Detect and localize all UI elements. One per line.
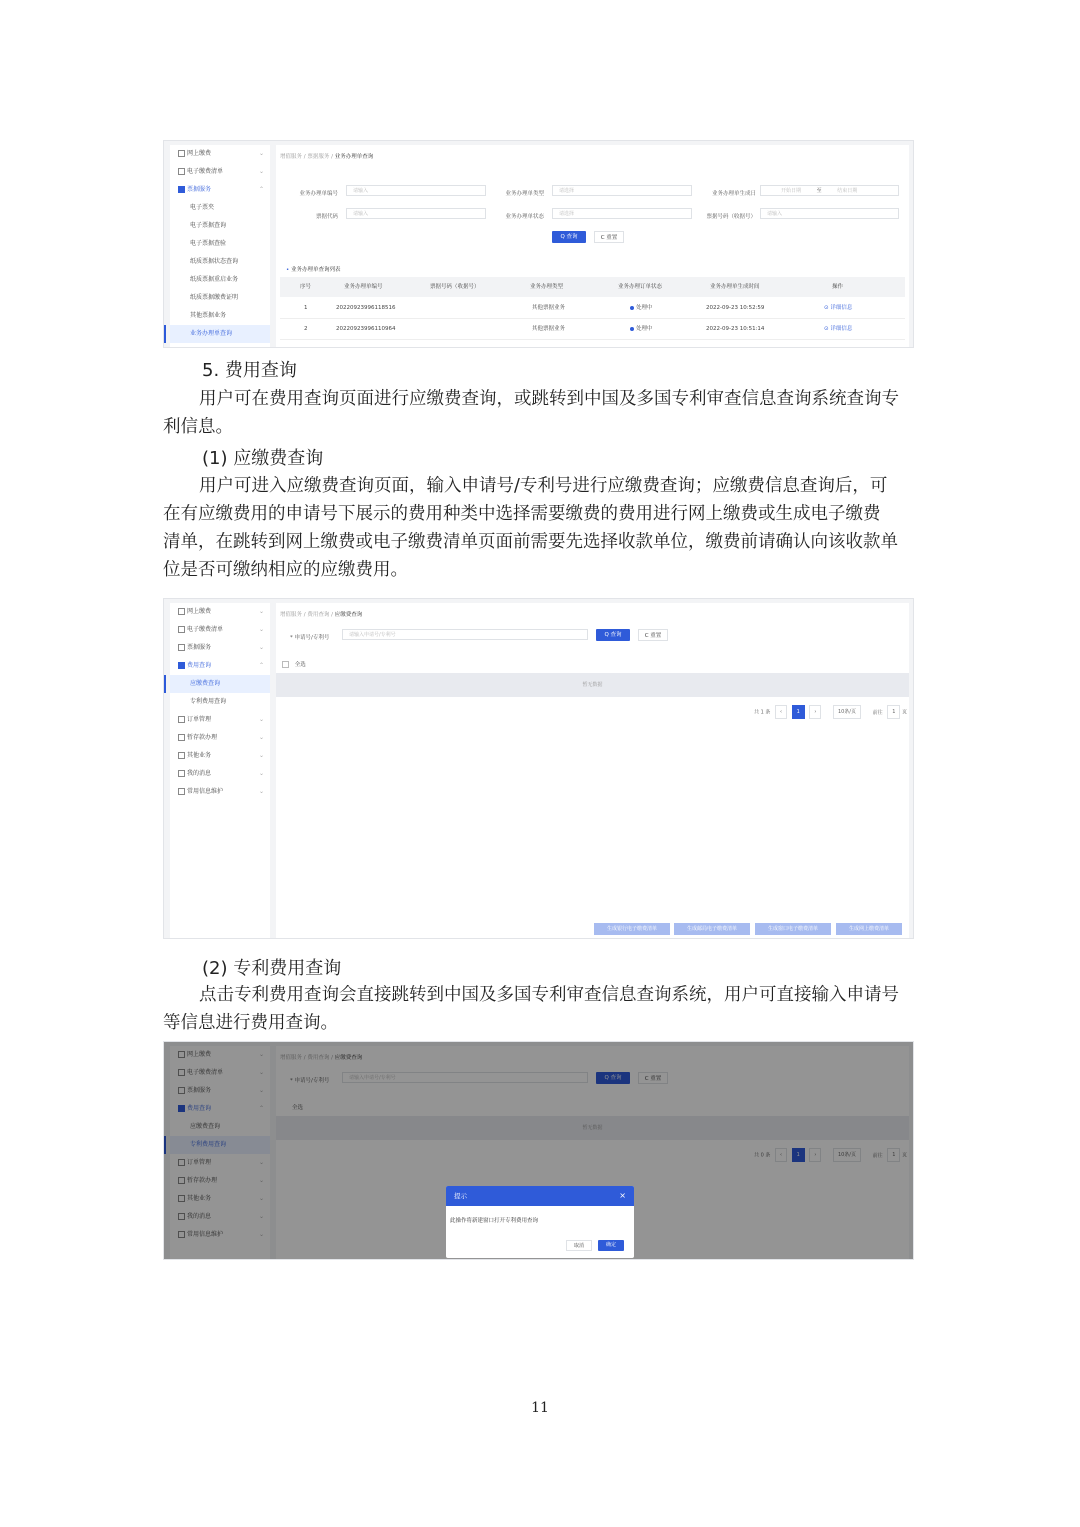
search-button[interactable]: Q 查询 xyxy=(596,1072,630,1084)
table-row xyxy=(280,319,905,340)
col-header: 业务办理类型 xyxy=(530,284,564,290)
bill-no-label: 票据号码（收据号） xyxy=(706,214,756,220)
menu-icon xyxy=(178,770,185,777)
breadcrumb-current: 应缴费查询 xyxy=(334,1055,363,1061)
cell-status: 处理中 xyxy=(630,319,653,339)
dialog-message: 此操作将新建窗口打开专利费用查询 xyxy=(450,1218,539,1224)
chevron-icon: ⌄ xyxy=(258,734,264,741)
paragraph-line: 清单，在跳转到网上缴费或电子缴费清单页面前需要先选择收款单位，缴费前请确认向该收款单 xyxy=(163,532,898,552)
sidebar-item-label: 我的消息 xyxy=(187,770,212,777)
bill-code-label: 票据代码 xyxy=(315,214,338,220)
chevron-icon: ⌄ xyxy=(258,1195,264,1202)
menu-icon xyxy=(178,662,185,669)
sidebar-item-label: 票据服务 xyxy=(187,1087,212,1094)
chevron-icon: ⌄ xyxy=(258,1087,264,1094)
chevron-icon: ⌄ xyxy=(258,1069,264,1076)
cell-order-no: 20220923996118516 xyxy=(336,305,396,311)
sidebar-item[interactable] xyxy=(170,765,270,783)
sidebar-item-label: 常用信息维护 xyxy=(187,1231,224,1238)
menu-icon xyxy=(178,716,185,723)
empty-table: 暂无数据 xyxy=(276,1116,909,1140)
sidebar-item-label: 我的消息 xyxy=(187,1213,212,1220)
col-header: 业务办理单编号 xyxy=(344,284,383,290)
sidebar-item-label: 其他业务 xyxy=(187,752,212,759)
sidebar-item-label: 网上缴费 xyxy=(187,608,212,615)
select-all-label: 全选 xyxy=(294,662,306,668)
date-separator: 至 xyxy=(816,188,822,194)
sidebar-item[interactable] xyxy=(170,747,270,765)
sidebar-item[interactable] xyxy=(170,163,270,181)
list-title-text: 业务办理单查询列表 xyxy=(291,267,341,273)
select-all[interactable] xyxy=(282,660,306,668)
sidebar-item[interactable] xyxy=(170,253,270,271)
chevron-icon: ⌄ xyxy=(258,1159,264,1166)
next-page-icon[interactable]: › xyxy=(809,1148,821,1162)
screenshot-due-fee-query xyxy=(163,598,914,939)
breadcrumb-separator: / xyxy=(303,612,306,618)
paragraph-fee-query-intro xyxy=(163,385,915,441)
sidebar-item[interactable] xyxy=(170,675,270,693)
sidebar-item[interactable] xyxy=(170,639,270,657)
reset-button[interactable]: C 重置 xyxy=(638,1072,668,1084)
chevron-icon: ⌄ xyxy=(258,788,264,795)
apply-no-input[interactable]: 请输入申请号/专利号 xyxy=(342,629,588,640)
paragraph-line: 在有应缴费用的申请号下展示的费用种类中选择需要缴费的费用进行网上缴费或生成电子缴费 xyxy=(163,504,881,524)
col-header: 业务办理订单状态 xyxy=(618,284,663,290)
sidebar-item-label: 暂存款办理 xyxy=(187,1177,218,1184)
sidebar-item-label: 票据服务 xyxy=(187,644,212,651)
cell-time: 2022-09-23 10:51:14 xyxy=(706,326,765,332)
detail-link[interactable]: ⊙ 详细信息 xyxy=(824,305,853,311)
goto-label: 前往 xyxy=(872,1152,883,1159)
chevron-icon: ⌄ xyxy=(258,1231,264,1238)
order-status-label: 业务办理单状态 xyxy=(505,214,544,220)
breadcrumb xyxy=(280,152,373,160)
sidebar-item[interactable] xyxy=(170,217,270,235)
order-no-input[interactable]: 请输入 xyxy=(346,185,486,196)
breadcrumb-item[interactable]: 费用查询 xyxy=(307,612,330,618)
pager-total: 共 1 条 xyxy=(754,709,771,716)
pager-total: 共 0 条 xyxy=(754,1152,771,1159)
bill-code-input[interactable]: 请输入 xyxy=(346,208,486,219)
status-dot-icon xyxy=(630,327,634,331)
breadcrumb-item[interactable]: 票据服务 xyxy=(307,154,330,160)
sidebar-item[interactable] xyxy=(170,693,270,711)
sidebar-item-label: 电子缴费清单 xyxy=(187,626,224,633)
sidebar-item-label: 订单管理 xyxy=(187,716,212,723)
gen-post-list-button[interactable]: 生成邮局电子缴费清单 xyxy=(674,923,750,935)
dialog-title: 提示 xyxy=(454,1192,467,1200)
paragraph-line: 点击专利费用查询会直接跳转到中国及多国专利审查信息查询系统，用户可直接输入申请号 xyxy=(199,985,899,1005)
goto-unit: 页 xyxy=(901,1152,907,1159)
breadcrumb-separator: / xyxy=(303,154,306,160)
sidebar-item[interactable] xyxy=(170,199,270,217)
empty-table: 暂无数据 xyxy=(276,673,909,697)
cell-no: 2 xyxy=(304,326,308,332)
info-icon: ⊙ xyxy=(824,326,831,332)
menu-icon xyxy=(178,150,185,157)
menu-icon xyxy=(178,644,185,651)
order-date-label: 业务办理单生成日 xyxy=(711,191,756,197)
chevron-icon: ⌄ xyxy=(258,644,264,651)
detail-link[interactable]: ⊙ 详细信息 xyxy=(824,326,853,332)
checkbox-icon[interactable] xyxy=(282,661,289,668)
menu-icon xyxy=(178,788,185,795)
sidebar-item-label: 专利费用查询 xyxy=(190,1141,227,1148)
menu-icon xyxy=(178,752,185,759)
breadcrumb-current: 业务办理单查询 xyxy=(334,154,374,160)
goto-label: 前往 xyxy=(872,709,883,716)
sidebar-item[interactable] xyxy=(170,711,270,729)
breadcrumb-separator: / xyxy=(331,612,333,618)
chevron-icon: ⌄ xyxy=(258,626,264,633)
paragraph-line: 位是否可缴纳相应的应缴费用。 xyxy=(163,560,408,580)
status-dot-icon xyxy=(630,306,634,310)
close-icon[interactable]: × xyxy=(619,1191,626,1200)
goto-input[interactable]: 1 xyxy=(887,1148,900,1162)
table-row xyxy=(280,298,905,319)
chevron-icon: ⌃ xyxy=(258,662,264,669)
breadcrumb-item[interactable]: 增值服务 xyxy=(280,154,303,160)
cell-order-no: 20220923996110964 xyxy=(336,326,396,332)
sidebar-item-label: 纸质票据缴费证明 xyxy=(190,294,239,301)
gen-online-list-button[interactable]: 生成网上缴费清单 xyxy=(836,923,902,935)
breadcrumb-item[interactable]: 增值服务 xyxy=(280,612,303,618)
screenshot-bill-order-query xyxy=(163,140,914,348)
col-header: 序号 xyxy=(300,284,312,290)
goto-input[interactable]: 1 xyxy=(887,705,900,719)
sidebar-item-label: 业务办理单查询 xyxy=(190,330,233,337)
chevron-icon: ⌄ xyxy=(258,168,264,175)
sidebar-item[interactable] xyxy=(170,289,270,307)
page-size-select[interactable]: 10条/页 xyxy=(833,705,861,719)
breadcrumb xyxy=(280,610,362,618)
chevron-icon: ⌄ xyxy=(258,1051,264,1058)
bullet-icon: • xyxy=(286,267,290,273)
apply-no-input[interactable]: 请输入申请号/专利号 xyxy=(342,1072,588,1083)
order-status-select[interactable]: 请选择 xyxy=(552,208,692,219)
page-button[interactable]: 1 xyxy=(792,1148,805,1162)
order-date-range[interactable] xyxy=(760,185,899,196)
paragraph-patent-fee-query xyxy=(163,981,915,1037)
main-panel xyxy=(276,603,909,938)
sidebar-item-label: 其他票据业务 xyxy=(190,312,227,319)
search-button[interactable]: Q 查询 xyxy=(552,231,586,243)
sidebar-item-label: 暂存款办理 xyxy=(187,734,218,741)
chevron-icon: ⌃ xyxy=(258,1105,264,1112)
menu-icon xyxy=(178,608,185,615)
breadcrumb-separator: / xyxy=(331,154,333,160)
sidebar-item-label: 应缴费查询 xyxy=(190,1123,221,1130)
table-header xyxy=(280,277,905,297)
sidebar-item[interactable] xyxy=(170,271,270,289)
subsection-heading-1: (1) 应缴费查询 xyxy=(202,448,324,469)
reset-button[interactable]: C 重置 xyxy=(594,231,624,243)
breadcrumb-separator: / xyxy=(331,1055,333,1061)
dialog-cancel-button[interactable]: 取消 xyxy=(566,1240,592,1251)
apply-no-label: * 申请号/专利号 xyxy=(290,635,330,641)
next-page-icon[interactable]: › xyxy=(809,705,821,719)
list-title xyxy=(286,265,341,273)
apply-no-label: * 申请号/专利号 xyxy=(290,1078,330,1084)
page-size-select[interactable]: 10条/页 xyxy=(833,1148,861,1162)
bill-no-input[interactable]: 请输入 xyxy=(760,208,899,219)
breadcrumb-current: 应缴费查询 xyxy=(334,612,363,618)
breadcrumb-separator: / xyxy=(303,1055,306,1061)
search-button[interactable]: Q 查询 xyxy=(596,629,630,641)
select-all[interactable]: 全选 xyxy=(292,1105,304,1111)
cell-type: 其他票据业务 xyxy=(532,305,566,311)
chevron-icon: ⌄ xyxy=(258,770,264,777)
sidebar-item[interactable] xyxy=(170,235,270,253)
sidebar-item-label: 网上缴费 xyxy=(187,150,212,157)
sidebar-item[interactable] xyxy=(170,621,270,639)
sidebar-item[interactable] xyxy=(170,657,270,675)
sidebar-item[interactable] xyxy=(170,783,270,801)
reset-button[interactable]: C 重置 xyxy=(638,629,668,641)
goto-unit: 页 xyxy=(901,709,907,716)
cell-status: 处理中 xyxy=(630,298,653,318)
date-start: 开始日期 xyxy=(781,188,802,194)
col-header: 业务办理单生成时间 xyxy=(710,284,760,290)
sidebar-item-label: 电子票据查验 xyxy=(190,240,227,247)
sidebar-item-label: 纸质票据状态查询 xyxy=(190,258,239,265)
dialog-ok-button[interactable]: 确定 xyxy=(598,1240,624,1251)
menu-icon xyxy=(178,186,185,193)
paragraph-due-fee-query xyxy=(163,472,915,584)
chevron-icon: ⌄ xyxy=(258,716,264,723)
chevron-icon: ⌄ xyxy=(258,1177,264,1184)
chevron-icon: ⌄ xyxy=(258,1213,264,1220)
cell-no: 1 xyxy=(304,305,308,311)
sidebar-item-label: 纸质票据重启业务 xyxy=(190,276,239,283)
paragraph-line: 利信息。 xyxy=(163,417,233,437)
sidebar-item[interactable] xyxy=(170,307,270,325)
sidebar xyxy=(170,145,270,347)
pagination xyxy=(754,705,907,719)
sidebar-item-label: 票据服务 xyxy=(187,186,212,193)
menu-icon xyxy=(178,626,185,633)
order-no-label: 业务办理单编号 xyxy=(299,191,338,197)
page-number: 11 xyxy=(531,1400,549,1416)
dialog-header xyxy=(446,1186,634,1206)
sidebar-item-label: 电子票夹 xyxy=(190,204,215,211)
section-heading-5: 5. 费用查询 xyxy=(202,360,297,381)
order-type-select[interactable]: 请选择 xyxy=(552,185,692,196)
sidebar-item-label: 费用查询 xyxy=(187,662,212,669)
sidebar-item-label: 常用信息维护 xyxy=(187,788,224,795)
sidebar xyxy=(170,603,270,938)
date-end: 结束日期 xyxy=(837,188,858,194)
confirm-dialog xyxy=(446,1186,634,1258)
gen-bank-list-button[interactable]: 生成银行电子缴费清单 xyxy=(594,923,670,935)
info-icon: ⊙ xyxy=(824,305,831,311)
chevron-icon: ⌃ xyxy=(258,186,264,193)
sidebar-item-label: 其他业务 xyxy=(187,1195,212,1202)
sidebar-item[interactable] xyxy=(170,145,270,163)
sidebar-item-label: 应缴费查询 xyxy=(190,680,221,687)
main-panel xyxy=(276,145,909,347)
sidebar-item-label: 电子缴费清单 xyxy=(187,168,224,175)
cell-time: 2022-09-23 10:52:59 xyxy=(706,305,765,311)
sidebar-item-label: 网上缴费 xyxy=(187,1051,212,1058)
prev-page-icon[interactable]: ‹ xyxy=(775,1148,787,1162)
menu-icon xyxy=(178,734,185,741)
chevron-icon: ⌄ xyxy=(258,608,264,615)
paragraph-line: 等信息进行费用查询。 xyxy=(163,1013,338,1033)
prev-page-icon[interactable]: ‹ xyxy=(775,705,787,719)
sidebar-item-label: 费用查询 xyxy=(187,1105,212,1112)
sidebar-item-label: 专利费用查询 xyxy=(190,698,227,705)
col-header: 票据号码（收据号） xyxy=(430,284,480,290)
page-button[interactable]: 1 xyxy=(792,705,805,719)
breadcrumb-item[interactable]: 增值服务 xyxy=(280,1055,303,1061)
sidebar-item-label: 订单管理 xyxy=(187,1159,212,1166)
sidebar-item-label: 电子缴费清单 xyxy=(187,1069,224,1076)
chevron-icon: ⌄ xyxy=(258,150,264,157)
order-type-label: 业务办理单类型 xyxy=(505,191,544,197)
paragraph-line: 用户可在费用查询页面进行应缴费查询，或跳转到中国及多国专利审查信息查询系统查询专 xyxy=(199,389,899,409)
subsection-heading-2: (2) 专利费用查询 xyxy=(202,958,342,979)
sidebar-item[interactable] xyxy=(170,181,270,199)
breadcrumb-item[interactable]: 费用查询 xyxy=(307,1055,330,1061)
paragraph-line: 用户可进入应缴费查询页面，输入申请号/专利号进行应缴费查询；应缴费信息查询后，可 xyxy=(199,476,888,496)
sidebar-item[interactable] xyxy=(170,729,270,747)
col-header: 操作 xyxy=(832,284,844,290)
sidebar-item[interactable] xyxy=(170,603,270,621)
cell-type: 其他票据业务 xyxy=(532,326,566,332)
menu-icon xyxy=(178,168,185,175)
gen-window-list-button[interactable]: 生成窗口电子缴费清单 xyxy=(755,923,831,935)
sidebar-item[interactable] xyxy=(170,325,270,343)
chevron-icon: ⌄ xyxy=(258,752,264,759)
sidebar-item-label: 电子票据查询 xyxy=(190,222,227,229)
screenshot-patent-fee-dialog xyxy=(163,1041,914,1260)
